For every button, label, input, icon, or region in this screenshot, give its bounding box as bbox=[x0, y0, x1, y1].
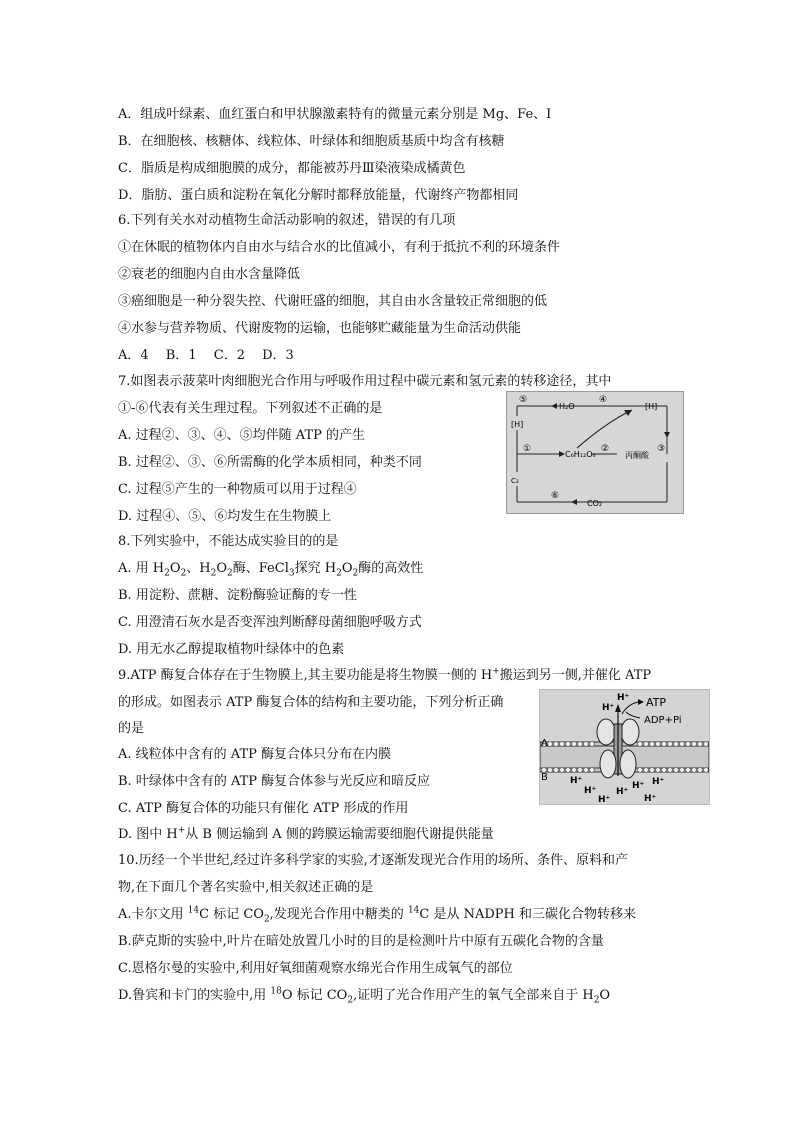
q9-option-b: B. 叶绿体中含有的 ATP 酶复合体参与光反应和暗反应 bbox=[118, 774, 431, 789]
lipid-head bbox=[650, 768, 655, 773]
q10-a-text: C 标记 CO bbox=[199, 907, 264, 922]
sub-3: 3 bbox=[288, 568, 295, 579]
lipid-head bbox=[578, 768, 583, 773]
q9-option-a: A. 线粒体中含有的 ATP 酶复合体只分布在内膜 bbox=[118, 747, 392, 762]
lipid-head bbox=[698, 742, 703, 747]
q8-stem: 8.下列实验中，不能达成实验目的的是 bbox=[118, 534, 339, 549]
q7-label-h-top: [H] bbox=[645, 402, 658, 411]
lipid-head bbox=[644, 742, 649, 747]
q7-label-2: ② bbox=[601, 444, 610, 454]
lipid-head bbox=[668, 742, 673, 747]
q9-label-atp: ATP bbox=[646, 696, 667, 709]
lipid-head bbox=[638, 742, 643, 747]
sub-2: 2 bbox=[227, 568, 233, 579]
q9-label-h-top-2: H⁺ bbox=[602, 703, 615, 713]
q10-a-text: A.卡尔文用 bbox=[118, 907, 188, 922]
sub-2: 2 bbox=[164, 568, 170, 579]
q10-stem-line-1: 10.历经一个半世纪,经过许多科学家的实验,才逐渐发现光合作用的场所、条件、原料和产 bbox=[118, 853, 628, 868]
q9-label-side-a: A bbox=[541, 738, 548, 749]
q10-d-text: O bbox=[599, 988, 611, 1003]
q9-d-text: 从 B 侧运输到 A 侧的跨膜运输需要细胞代谢提供能量 bbox=[185, 827, 494, 842]
lipid-head bbox=[548, 768, 553, 773]
q6-statement-4: ④水参与营养物质、代谢废物的运输，也能够贮藏能量为生命活动供能 bbox=[118, 321, 522, 336]
lipid-head bbox=[572, 768, 577, 773]
lipid-head bbox=[674, 768, 679, 773]
lipid-head bbox=[590, 742, 595, 747]
q9-label-adp-pi: ADP+Pi bbox=[644, 715, 682, 726]
q5-option-c: C．脂质是构成细胞膜的成分，都能被苏丹Ⅲ染液染成橘黄色 bbox=[118, 161, 466, 176]
sub-2: 2 bbox=[336, 568, 342, 579]
q8-a-text: 酶、FeCl bbox=[232, 561, 289, 576]
lipid-head bbox=[578, 742, 583, 747]
q7-label-5: ⑤ bbox=[519, 395, 528, 405]
q9-label-h-bottom: H⁺ bbox=[644, 794, 657, 804]
q8-a-text: A. 用 H bbox=[118, 561, 165, 576]
q8-option-c: C. 用澄清石灰水是否变浑浊判断酵母菌细胞呼吸方式 bbox=[118, 615, 422, 630]
q8-option-b: B. 用淀粉、蔗糖、淀粉酶验证酶的专一性 bbox=[118, 588, 357, 603]
q6-stem: 6.下列有关水对动植物生命活动影响的叙述，错误的有几项 bbox=[118, 213, 456, 228]
lipid-head bbox=[590, 768, 595, 773]
q6-statement-1: ①在休眠的植物体内自由水与结合水的比值减小，有利于抵抗不利的环境条件 bbox=[118, 240, 561, 255]
q8-a-text: 酶的高效性 bbox=[358, 561, 424, 576]
q7-stem-line-2: ①-⑥代表有关生理过程。下列叙述不正确的是 bbox=[118, 401, 383, 416]
q10-option-d bbox=[118, 987, 610, 1005]
q9-label-h-top-1: H⁺ bbox=[617, 693, 630, 703]
q9-stem-line-1 bbox=[118, 667, 651, 685]
q8-option-d: D. 用无水乙醇提取植物叶绿体中的色素 bbox=[118, 642, 345, 657]
q9-option-d bbox=[118, 826, 494, 844]
lipid-head bbox=[662, 768, 667, 773]
q10-option-a bbox=[118, 906, 636, 924]
lipid-head bbox=[584, 742, 589, 747]
lipid-head bbox=[644, 768, 649, 773]
sup-plus: + bbox=[177, 825, 186, 836]
q7-stem-line-1: 7.如图表示菠菜叶肉细胞光合作用与呼吸作用过程中碳元素和氢元素的转移途径，其中 bbox=[118, 374, 612, 389]
q7-label-6: ⑥ bbox=[551, 491, 560, 501]
q9-label-h-bottom: H⁺ bbox=[598, 795, 611, 804]
q8-a-text: 探究 H bbox=[294, 561, 337, 576]
q9-label-h-bottom: H⁺ bbox=[570, 776, 583, 786]
lipid-head bbox=[698, 768, 703, 773]
q7-label-h-left: [H] bbox=[511, 420, 524, 429]
q5-option-a: A．组成叶绿素、血红蛋白和甲状腺激素特有的微量元素分别是 Mg、Fe、I bbox=[118, 107, 552, 122]
sup-14: 14 bbox=[187, 905, 200, 916]
lipid-head bbox=[680, 768, 685, 773]
lipid-head bbox=[704, 768, 709, 773]
q10-a-text: C 是从 NADPH 和三碳化合物转移来 bbox=[419, 907, 637, 922]
q7-label-3: ③ bbox=[657, 444, 666, 454]
lipid-head bbox=[668, 768, 673, 773]
q10-a-text: ,发现光合作用中糖类的 bbox=[269, 907, 408, 922]
lipid-head bbox=[662, 742, 667, 747]
q5-option-b: B．在细胞核、核糖体、线粒体、叶绿体和细胞质基质中均含有核糖 bbox=[118, 134, 505, 149]
lipid-head bbox=[674, 742, 679, 747]
sub-2: 2 bbox=[180, 568, 187, 579]
q8-a-text: O bbox=[169, 561, 181, 576]
lipid-head bbox=[554, 742, 559, 747]
sup-14: 14 bbox=[407, 905, 420, 916]
q10-d-text: D.鲁宾和卡门的实验中,用 bbox=[118, 988, 271, 1003]
lipid-head bbox=[560, 768, 565, 773]
q9-stem-text: 9.ATP 酶复合体存在于生物膜上,其主要功能是将生物膜一侧的 H bbox=[118, 668, 493, 683]
lipid-head bbox=[638, 768, 643, 773]
q9-label-h-bottom: H⁺ bbox=[632, 781, 645, 791]
q7-label-c3: C₃ bbox=[511, 477, 519, 485]
q7-label-1: ① bbox=[523, 444, 532, 454]
q7-pathway-diagram bbox=[507, 392, 683, 513]
lipid-head bbox=[656, 742, 661, 747]
lipid-head bbox=[692, 768, 697, 773]
lipid-head bbox=[548, 742, 553, 747]
q10-option-c: C.恩格尔曼的实验中,利用好氧细菌观察水绵光合作用生成氧气的部位 bbox=[118, 961, 513, 976]
sub-2: 2 bbox=[352, 568, 359, 579]
sub-2: 2 bbox=[593, 995, 600, 1006]
q9-stem-line-3: 的是 bbox=[118, 721, 145, 736]
q9-stem-line-2: 的形成。如图表示 ATP 酶复合体的结构和主要功能，下列分析正确 bbox=[118, 695, 504, 710]
sub-2: 2 bbox=[210, 568, 217, 579]
lipid-head bbox=[572, 742, 577, 747]
lipid-head bbox=[692, 742, 697, 747]
q7-option-d: D. 过程④、⑤、⑥均发生在生物膜上 bbox=[118, 509, 332, 524]
lipid-head bbox=[686, 768, 691, 773]
q7-label-co2: CO₂ bbox=[587, 499, 603, 508]
sub-2: 2 bbox=[263, 914, 270, 925]
q6-statement-3: ③癌细胞是一种分裂失控、代谢旺盛的细胞，其自由水含量较正常细胞的低 bbox=[118, 294, 548, 309]
lipid-head bbox=[584, 768, 589, 773]
lipid-head bbox=[560, 742, 565, 747]
lipid-head bbox=[704, 742, 709, 747]
lipid-head bbox=[680, 742, 685, 747]
q8-option-a bbox=[118, 560, 423, 578]
lipid-head bbox=[566, 742, 571, 747]
q7-label-glucose: C₆H₁₂O₆ bbox=[565, 450, 596, 459]
lipid-head bbox=[650, 742, 655, 747]
q6-options: A．4 B．1 C．2 D．3 bbox=[118, 348, 294, 363]
lipid-head bbox=[566, 768, 571, 773]
q7-option-a: A. 过程②、③、④、⑤均伴随 ATP 的产生 bbox=[118, 428, 366, 443]
lipid-head bbox=[656, 768, 661, 773]
q6-statement-2: ②衰老的细胞内自由水含量降低 bbox=[118, 267, 301, 282]
q5-option-d: D．脂肪、蛋白质和淀粉在氧化分解时都释放能量，代谢终产物都相同 bbox=[118, 188, 519, 203]
q9-atp-synthase-figure bbox=[539, 689, 710, 805]
q8-a-text: O bbox=[341, 561, 353, 576]
q9-label-h-bottom: H⁺ bbox=[652, 777, 665, 787]
q8-a-text: O bbox=[216, 561, 228, 576]
q7-option-b: B. 过程②、③、⑥所需酶的化学本质相同，种类不同 bbox=[118, 455, 422, 470]
q10-option-b: B.萨克斯的实验中,叶片在暗处放置几小时的目的是检测叶片中原有五碳化合物的含量 bbox=[118, 934, 604, 949]
sub-2: 2 bbox=[347, 995, 354, 1006]
sup-18: 18 bbox=[270, 986, 282, 997]
q7-label-pyruvate: 丙酮酸 bbox=[625, 451, 649, 460]
q9-d-text: D. 图中 H bbox=[118, 827, 178, 842]
q7-pathway-figure bbox=[506, 391, 684, 514]
q10-d-text: ,证明了光合作用产生的氧气全部来自于 H bbox=[353, 988, 594, 1003]
q10-d-text: O 标记 CO bbox=[281, 988, 348, 1003]
q9-label-h-bottom: H⁺ bbox=[584, 786, 597, 796]
lipid-head bbox=[554, 768, 559, 773]
q9-label-side-b: B bbox=[541, 772, 548, 783]
sup-plus: + bbox=[492, 666, 500, 677]
q7-option-c: C. 过程⑤产生的一种物质可以用于过程④ bbox=[118, 482, 357, 497]
q9-atp-synthase-diagram bbox=[540, 690, 709, 804]
q9-label-h-bottom: H⁺ bbox=[616, 787, 629, 797]
q9-option-c: C. ATP 酶复合体的功能只有催化 ATP 形成的作用 bbox=[118, 801, 409, 816]
q10-stem-line-2: 物,在下面几个著名实验中,相关叙述正确的是 bbox=[118, 880, 374, 895]
q7-label-4: ④ bbox=[599, 395, 608, 405]
lipid-head bbox=[686, 742, 691, 747]
q9-stem-text: 搬运到另一侧,并催化 ATP bbox=[499, 668, 652, 683]
q8-a-text: 、H bbox=[186, 561, 211, 576]
q7-label-h2o: H₂O bbox=[559, 402, 575, 411]
